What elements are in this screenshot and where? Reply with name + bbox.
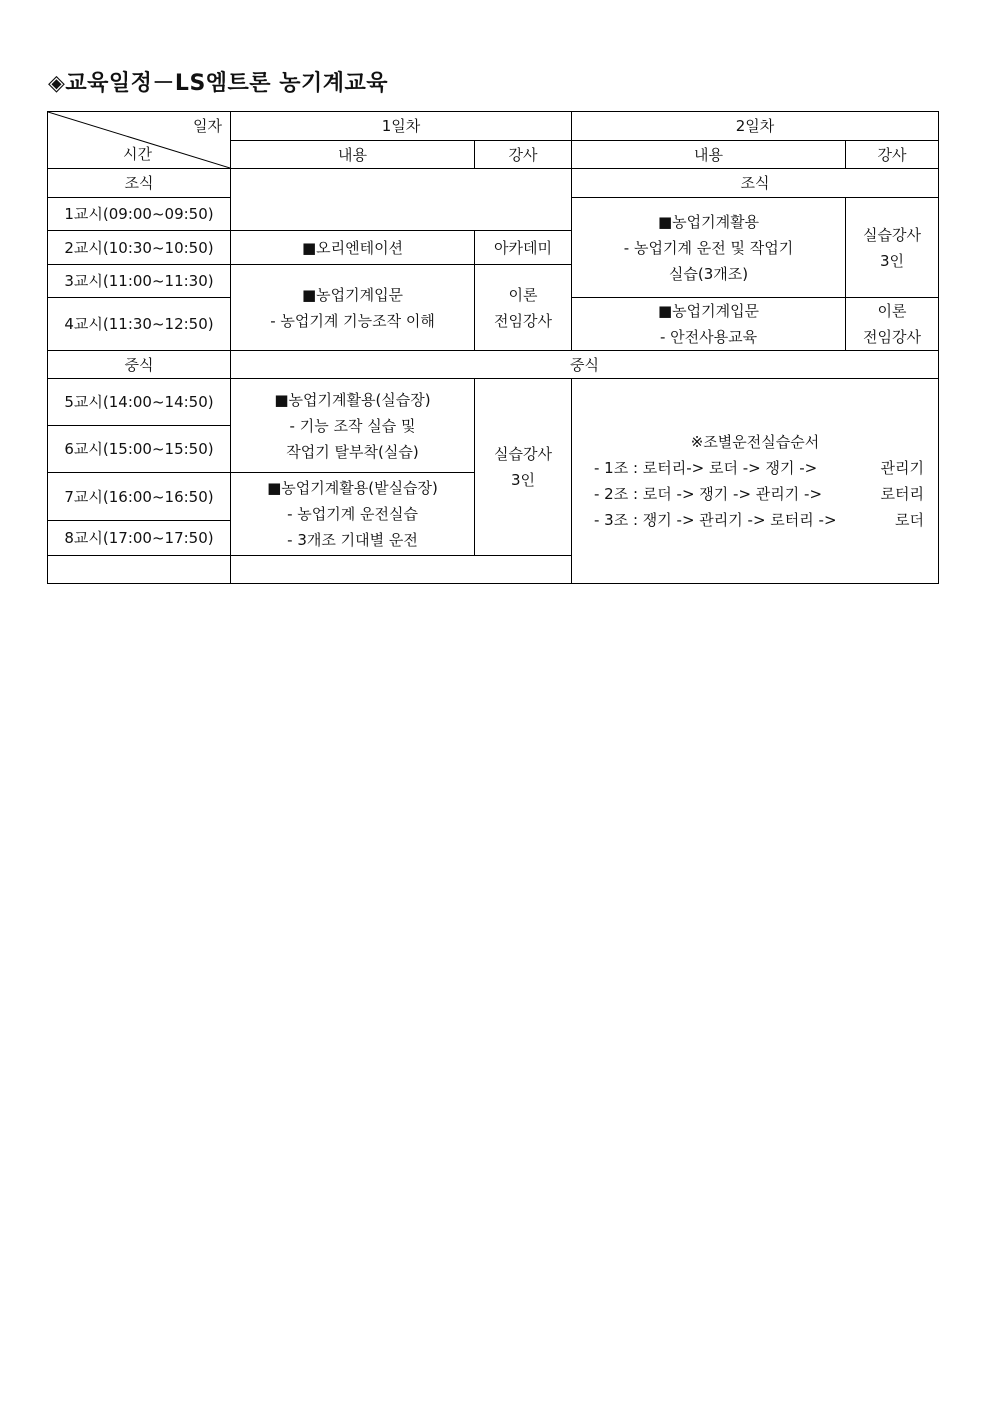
day2-use-instructor-2: 3인 [879, 251, 905, 270]
day1-intro-instructor-1: 이론 [508, 285, 538, 304]
order-row-3-last: 로더 [895, 511, 924, 529]
day1-intro-cell [231, 265, 475, 351]
day2-intro-instructor-2: 전임강사 [863, 328, 921, 346]
order-row-2 [576, 481, 934, 507]
day2-use-line1: - 농업기계 운전 및 작업기 [623, 238, 794, 257]
day2-header: 2일차 [572, 112, 939, 141]
day1-practice2-cell [231, 473, 475, 556]
day1-intro-desc: - 농업기계 기능조작 이해 [270, 311, 435, 330]
empty-time-cell [48, 556, 231, 584]
day2-breakfast: 조식 [572, 169, 939, 198]
day-axis-label: 일자 [193, 117, 222, 135]
day2-machine-use-cell [572, 198, 846, 298]
period-4: 4교시(11:30~12:50) [48, 298, 231, 351]
order-row-1-route: - 1조 : 로터리-> 로더 -> 쟁기 -> [594, 459, 818, 477]
order-row-2-route: - 2조 : 로더 -> 쟁기 -> 관리기 -> [594, 485, 823, 503]
day1-practice-instructor-cell [475, 379, 572, 556]
day2-use-line2: 실습(3개조) [668, 264, 749, 283]
order-row-3 [576, 507, 934, 533]
day2-practice-order-cell [572, 379, 939, 584]
day1-content-header: 내용 [231, 141, 475, 169]
day1-empty-morning [231, 169, 572, 231]
day2-intro-title: ■농업기계입문 [657, 302, 760, 320]
lunch-cell: 중식 [231, 351, 939, 379]
day1-practice-instructor-2: 3인 [510, 471, 536, 489]
period-5: 5교시(14:00~14:50) [48, 379, 231, 426]
period-2: 2교시(10:30~10:50) [48, 231, 231, 265]
day2-intro-instructor-cell [846, 298, 939, 351]
day2-use-instructor-1: 실습강사 [863, 225, 921, 244]
day2-use-title: ■농업기계활용 [657, 212, 760, 231]
day1-orientation: ■오리엔테이션 [231, 231, 475, 265]
order-title: ※조별운전실습순서 [690, 433, 820, 451]
order-row-1-last: 관리기 [880, 459, 924, 477]
order-row-2-last: 로터리 [880, 485, 924, 503]
day1-practice1-cell [231, 379, 475, 473]
day1-practice1-line1: - 기능 조작 실습 및 [289, 416, 416, 435]
order-row-3-route: - 3조 : 쟁기 -> 관리기 -> 로터리 -> [594, 511, 837, 529]
day1-practice2-line1: - 농업기계 운전실습 [287, 505, 418, 523]
period-3: 3교시(11:00~11:30) [48, 265, 231, 298]
day1-intro-title: ■농업기계입문 [301, 285, 404, 304]
day1-header: 1일차 [231, 112, 572, 141]
day2-use-instructor-cell [846, 198, 939, 298]
day1-practice1-title: ■농업기계활용(실습장) [274, 390, 431, 409]
time-axis-label: 시간 [123, 145, 152, 163]
day1-practice2-line2: - 3개조 기대별 운전 [287, 531, 418, 549]
day1-practice2-title: ■농업기계활용(밭실습장) [267, 479, 438, 497]
day1-instructor-header: 강사 [475, 141, 572, 169]
day1-orientation-instructor: 아카데미 [475, 231, 572, 265]
page-title: ◈교육일정－LS엠트론 농기계교육 [48, 71, 388, 96]
period-1: 1교시(09:00~09:50) [48, 198, 231, 231]
empty-day1-cell [231, 556, 572, 584]
breakfast-label: 조식 [48, 169, 231, 198]
schedule-table [47, 111, 939, 584]
day2-instructor-header: 강사 [846, 141, 939, 169]
day2-intro-cell [572, 298, 846, 351]
period-7: 7교시(16:00~16:50) [48, 473, 231, 521]
lunch-label: 중식 [48, 351, 231, 379]
diagonal-header-cell [48, 112, 231, 169]
day2-intro-desc: - 안전사용교육 [659, 328, 758, 346]
period-6: 6교시(15:00~15:50) [48, 426, 231, 473]
day2-intro-instructor-1: 이론 [877, 302, 907, 320]
day1-intro-instructor-2: 전임강사 [494, 311, 552, 330]
day1-practice-instructor-1: 실습강사 [494, 445, 552, 463]
order-row-1 [576, 455, 934, 481]
day1-practice1-line2: 작업기 탈부착(실습) [286, 442, 419, 461]
day2-content-header: 내용 [572, 141, 846, 169]
day1-intro-instructor-cell [475, 265, 572, 351]
period-8: 8교시(17:00~17:50) [48, 521, 231, 556]
